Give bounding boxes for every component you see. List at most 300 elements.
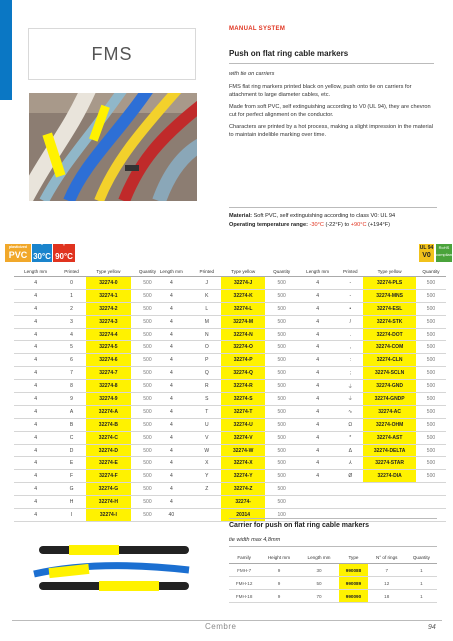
table-cell: 18 <box>368 590 406 603</box>
table-cell: 500 <box>131 483 164 496</box>
table-cell: 4 <box>14 405 57 418</box>
table-cell: 500 <box>131 431 164 444</box>
table-cell <box>193 496 221 509</box>
table-cell: 500 <box>265 393 298 406</box>
table-cell: 5 <box>57 341 86 354</box>
table-cell: Δ <box>337 444 363 457</box>
marker-table-3 <box>298 267 446 522</box>
table-cell: 500 <box>131 277 164 290</box>
description-paragraph: Characters are printed by a hot process, making a slight impression in the material to maintain indelible marking over time. <box>229 124 433 138</box>
section-label: MANUAL SYSTEM <box>229 26 286 32</box>
table-row <box>298 470 446 483</box>
carrier-title: Carrier for push on flat ring cable markers <box>229 518 437 529</box>
table-cell: 4 <box>298 367 337 380</box>
table-cell: M <box>193 315 221 328</box>
table-cell: 50 <box>299 577 340 590</box>
ul94-badge <box>419 244 434 262</box>
table-cell: 32274-STAR <box>363 457 416 470</box>
table-row <box>298 277 446 290</box>
table-row <box>229 590 437 603</box>
description <box>229 70 437 143</box>
table-cell: 500 <box>131 289 164 302</box>
description-paragraph: Made from soft PVC, self extinguishing according to V0 (UL 94), they are chevron cut for perfect alignment on the conductor. <box>229 104 431 118</box>
table-cell: 4 <box>298 470 337 483</box>
table-row <box>14 354 164 367</box>
column-header: Family <box>229 552 259 564</box>
table-cell: 4 <box>14 418 57 431</box>
table-cell: Y <box>193 470 221 483</box>
footer-divider <box>12 620 442 621</box>
table-cell: K <box>193 289 221 302</box>
table-cell: 1 <box>406 564 437 577</box>
table-cell: 32274-5 <box>86 341 131 354</box>
table-cell: 32274-B <box>86 418 131 431</box>
table-cell: V <box>193 431 221 444</box>
table-row <box>150 483 298 496</box>
table-row <box>298 354 446 367</box>
table-cell: 32274-K <box>221 289 265 302</box>
table-cell: N <box>193 328 221 341</box>
table-cell: 4 <box>298 328 337 341</box>
table-cell: I <box>57 509 86 522</box>
table-cell: S <box>193 393 221 406</box>
table-cell: . <box>337 328 363 341</box>
table-cell: - <box>337 289 363 302</box>
table-cell: 32274-SCLN <box>363 367 416 380</box>
product-photo <box>29 93 197 201</box>
table-cell: 500 <box>416 457 446 470</box>
table-cell: G <box>57 483 86 496</box>
table-cell: 32274-W <box>221 444 265 457</box>
table-row <box>14 289 164 302</box>
table-cell: - <box>337 277 363 290</box>
table-cell: • <box>337 302 363 315</box>
table-cell: 500 <box>131 315 164 328</box>
table-cell: 500 <box>265 341 298 354</box>
table-cell: 500 <box>416 393 446 406</box>
temp-high-badge-value: 90°C <box>55 252 73 261</box>
column-header: Quantity <box>131 267 164 277</box>
temp-high-badge <box>53 239 75 262</box>
table-cell: 4 <box>150 289 193 302</box>
table-cell: C <box>57 431 86 444</box>
table-cell <box>193 509 221 522</box>
table-cell: 32274-R <box>221 380 265 393</box>
table-cell: 4 <box>14 328 57 341</box>
table-cell: 32274-6 <box>86 354 131 367</box>
temp-low: -30°C <box>309 222 324 228</box>
table-row <box>150 289 298 302</box>
table-cell: 8 <box>57 380 86 393</box>
product-title: Push on flat ring cable markers <box>229 49 434 64</box>
table-cell: 4 <box>150 444 193 457</box>
table-cell: 500 <box>416 418 446 431</box>
table-cell: 500 <box>131 380 164 393</box>
table-cell: 32274-C <box>86 431 131 444</box>
table-cell: 32274-OHM <box>363 418 416 431</box>
table-cell: 32274-H <box>86 496 131 509</box>
table-cell: 32274-Q <box>221 367 265 380</box>
table-row <box>298 380 446 393</box>
table-cell: 32274-AC <box>363 405 416 418</box>
table-cell: U <box>193 418 221 431</box>
minus-icon: - <box>40 239 44 248</box>
table-cell: 500 <box>131 302 164 315</box>
table-cell: 4 <box>150 341 193 354</box>
table-cell: 500 <box>265 431 298 444</box>
table-cell: ⏚ <box>337 380 363 393</box>
table-cell: 990088 <box>339 564 367 577</box>
table-cell: ⅄ <box>337 457 363 470</box>
table-cell: 4 <box>150 380 193 393</box>
table-row <box>150 277 298 290</box>
table-cell: 32274-0 <box>86 277 131 290</box>
table-row <box>14 405 164 418</box>
table-cell: 32274-GND <box>363 380 416 393</box>
marker-table-1 <box>14 267 164 522</box>
table-cell: 500 <box>265 328 298 341</box>
table-row <box>298 405 446 418</box>
table-cell: 32274-V <box>221 431 265 444</box>
table-cell: 32274-Y <box>221 470 265 483</box>
table-cell: 32274-9 <box>86 393 131 406</box>
table-cell: 500 <box>265 277 298 290</box>
company-logo: Cembre <box>205 622 237 631</box>
table-cell: 4 <box>150 393 193 406</box>
table-cell: 32274-AST <box>363 431 416 444</box>
table-cell <box>416 483 446 496</box>
table-cell: 4 <box>14 341 57 354</box>
table-cell: D <box>57 444 86 457</box>
marker-table-2 <box>150 267 298 522</box>
table-cell: 32274-L <box>221 302 265 315</box>
table-cell: Ω <box>337 418 363 431</box>
table-row <box>14 418 164 431</box>
table-cell: J <box>193 277 221 290</box>
table-cell: 4 <box>14 380 57 393</box>
table-cell: 100 <box>265 509 298 522</box>
temp-low-badge-value: 30°C <box>33 252 51 261</box>
temp-low-f: (-22°F) <box>325 222 343 228</box>
material-info <box>229 207 437 230</box>
table-cell: 4 <box>14 277 57 290</box>
table-cell: 32274- <box>221 496 265 509</box>
table-cell: 500 <box>131 405 164 418</box>
table-cell: 4 <box>14 496 57 509</box>
table-cell: 4 <box>14 354 57 367</box>
table-cell: 500 <box>131 496 164 509</box>
table-cell: Ø <box>337 470 363 483</box>
table-cell: 4 <box>150 315 193 328</box>
table-cell: 4 <box>150 405 193 418</box>
table-cell: 7 <box>57 367 86 380</box>
rohs-badge <box>436 244 452 262</box>
column-header: Length mm <box>299 552 340 564</box>
table-row <box>150 444 298 457</box>
table-row <box>150 496 298 509</box>
product-subtitle: with tie on carriers <box>229 71 275 77</box>
table-cell: 500 <box>416 289 446 302</box>
table-cell: 4 <box>150 367 193 380</box>
table-cell: 4 <box>14 367 57 380</box>
table-cell: 4 <box>298 393 337 406</box>
carrier-table <box>229 552 437 603</box>
rohs-badge-label: RoHS compliant <box>436 245 453 257</box>
table-cell: 9 <box>57 393 86 406</box>
table-cell: 20314 <box>221 509 265 522</box>
table-cell: ; <box>337 367 363 380</box>
table-row <box>298 483 446 496</box>
material-value: Soft PVC, self extinguishing according to class V0: UL 94 <box>253 213 396 219</box>
table-row <box>298 302 446 315</box>
table-cell: 4 <box>150 277 193 290</box>
table-row <box>14 444 164 457</box>
table-cell: E <box>57 457 86 470</box>
table-row <box>14 380 164 393</box>
table-cell: 32274-T <box>221 405 265 418</box>
table-cell: 4 <box>298 405 337 418</box>
column-header: Length mm <box>150 267 193 277</box>
table-cell: 500 <box>265 405 298 418</box>
table-cell: 2 <box>57 302 86 315</box>
temp-to: to <box>344 222 350 228</box>
table-row <box>298 341 446 354</box>
table-cell: FMH-18 <box>229 590 259 603</box>
table-row <box>150 457 298 470</box>
divider <box>229 546 437 547</box>
table-cell: 32274-U <box>221 418 265 431</box>
table-cell: 500 <box>265 315 298 328</box>
table-row <box>14 302 164 315</box>
table-cell: 500 <box>265 354 298 367</box>
table-cell: 4 <box>14 470 57 483</box>
table-row <box>14 315 164 328</box>
column-header: Height mm <box>259 552 298 564</box>
table-cell: 4 <box>14 431 57 444</box>
table-cell: 4 <box>14 315 57 328</box>
pvc-badge-label: PVC <box>8 250 28 260</box>
table-cell: 4 <box>57 328 86 341</box>
table-cell: 4 <box>298 302 337 315</box>
table-cell: 6 <box>57 354 86 367</box>
column-header: Printed <box>337 267 363 277</box>
table-cell: 1 <box>57 289 86 302</box>
ul94-badge-value: V0 <box>422 252 431 259</box>
table-cell: R <box>193 380 221 393</box>
table-row <box>298 328 446 341</box>
table-cell: 500 <box>416 380 446 393</box>
ul94-badge-top: UL 94 <box>419 245 434 251</box>
table-row <box>150 431 298 444</box>
table-cell: 32274-J <box>221 277 265 290</box>
table-cell: 32274-D <box>86 444 131 457</box>
table-row <box>150 302 298 315</box>
table-cell: 32274-Z <box>221 483 265 496</box>
column-header: Quantity <box>265 267 298 277</box>
table-cell: 32274-CLN <box>363 354 416 367</box>
column-header: Type yellow <box>221 267 265 277</box>
table-cell: 500 <box>265 367 298 380</box>
table-cell: 500 <box>131 354 164 367</box>
table-cell: ∿ <box>337 405 363 418</box>
table-row <box>298 367 446 380</box>
table-cell: 32274-P <box>221 354 265 367</box>
table-cell: 4 <box>150 418 193 431</box>
table-cell <box>363 496 416 509</box>
table-cell: O <box>193 341 221 354</box>
table-cell: 500 <box>265 470 298 483</box>
table-cell: 4 <box>298 315 337 328</box>
table-cell: 4 <box>298 341 337 354</box>
table-cell: 500 <box>265 302 298 315</box>
table-cell: 4 <box>14 289 57 302</box>
table-row <box>14 470 164 483</box>
column-header: Length mm <box>298 267 337 277</box>
table-row <box>150 418 298 431</box>
table-cell: 32274-COM <box>363 341 416 354</box>
table-cell: 500 <box>131 509 164 522</box>
table-cell: 500 <box>131 457 164 470</box>
table-cell: 4 <box>150 457 193 470</box>
table-cell: : <box>337 354 363 367</box>
table-row <box>150 470 298 483</box>
table-cell: 1 <box>406 590 437 603</box>
table-cell: 9 <box>259 590 298 603</box>
table-cell: 70 <box>299 590 340 603</box>
table-cell: 32274-M <box>221 315 265 328</box>
table-cell: 4 <box>150 354 193 367</box>
table-cell: 4 <box>14 457 57 470</box>
column-header: Quantity <box>416 267 446 277</box>
table-cell: 32274-O <box>221 341 265 354</box>
table-row <box>150 393 298 406</box>
table-cell: , <box>337 341 363 354</box>
table-row <box>229 577 437 590</box>
table-cell: 4 <box>298 444 337 457</box>
table-row <box>14 509 164 522</box>
temp-high: +90°C <box>350 222 367 228</box>
table-cell: 4 <box>14 509 57 522</box>
table-cell: 990090 <box>339 590 367 603</box>
table-cell: 4 <box>298 457 337 470</box>
table-row <box>150 328 298 341</box>
table-cell: 500 <box>416 444 446 457</box>
table-cell: 500 <box>265 289 298 302</box>
table-cell: 4 <box>14 302 57 315</box>
table-cell: 32274-4 <box>86 328 131 341</box>
column-header: Printed <box>193 267 221 277</box>
table-cell: 500 <box>131 418 164 431</box>
table-cell: L <box>193 302 221 315</box>
table-row <box>150 354 298 367</box>
table-cell: 500 <box>265 483 298 496</box>
table-cell: 4 <box>14 483 57 496</box>
table-row <box>14 328 164 341</box>
table-cell: 4 <box>298 380 337 393</box>
table-cell: 32274-8 <box>86 380 131 393</box>
table-cell: 500 <box>265 496 298 509</box>
table-cell: 500 <box>265 444 298 457</box>
table-row <box>14 367 164 380</box>
table-row <box>298 496 446 509</box>
table-cell: / <box>337 315 363 328</box>
table-row <box>298 315 446 328</box>
table-row <box>298 431 446 444</box>
column-header: Type <box>339 552 367 564</box>
table-cell: 30 <box>299 564 340 577</box>
page-number: 94 <box>428 624 436 631</box>
table-cell: 32274-F <box>86 470 131 483</box>
table-cell: 500 <box>265 418 298 431</box>
table-cell: 990089 <box>339 577 367 590</box>
table-cell: 32274-2 <box>86 302 131 315</box>
temp-high-f: (+194°F) <box>368 222 391 228</box>
description-paragraph: FMS flat ring markers printed black on yellow, push onto tie on carriers for attachment to large diameter cables, etc. <box>229 84 412 98</box>
table-cell: P <box>193 354 221 367</box>
table-cell <box>337 496 363 509</box>
table-row <box>150 367 298 380</box>
table-cell <box>298 483 337 496</box>
table-cell: Q <box>193 367 221 380</box>
table-cell: 4 <box>150 431 193 444</box>
table-row <box>298 393 446 406</box>
table-cell: 32274-N <box>221 328 265 341</box>
column-header: Type yellow <box>363 267 416 277</box>
table-cell: 500 <box>416 341 446 354</box>
table-cell <box>298 496 337 509</box>
table-row <box>14 277 164 290</box>
table-cell: 500 <box>416 328 446 341</box>
table-cell: 40 <box>150 509 193 522</box>
table-cell: 500 <box>265 380 298 393</box>
table-cell: 500 <box>416 277 446 290</box>
plus-icon: + <box>61 239 67 248</box>
table-row <box>150 405 298 418</box>
table-cell: 4 <box>150 496 193 509</box>
table-cell: 32274-A <box>86 405 131 418</box>
column-header: N° of rings <box>368 552 406 564</box>
table-cell: 4 <box>14 444 57 457</box>
table-cell: ⏚ <box>337 393 363 406</box>
table-cell: 500 <box>416 367 446 380</box>
table-cell: 500 <box>131 444 164 457</box>
table-row <box>14 457 164 470</box>
table-cell: 500 <box>416 302 446 315</box>
table-cell: 1 <box>406 577 437 590</box>
column-header: Length mm <box>14 267 57 277</box>
table-cell: 0 <box>57 277 86 290</box>
table-cell: 4 <box>150 470 193 483</box>
table-cell <box>363 483 416 496</box>
table-cell: 500 <box>265 457 298 470</box>
table-cell: B <box>57 418 86 431</box>
table-cell: 32274-G <box>86 483 131 496</box>
table-cell: 4 <box>14 393 57 406</box>
table-cell: 500 <box>416 405 446 418</box>
table-cell: 32274-DOT <box>363 328 416 341</box>
table-cell: 32274-I <box>86 509 131 522</box>
table-row <box>298 418 446 431</box>
table-cell: 32274-DELTA <box>363 444 416 457</box>
carrier-subtitle: tie width max 4,8mm <box>229 537 281 543</box>
column-header: Type yellow <box>86 267 131 277</box>
table-cell: 32274-3 <box>86 315 131 328</box>
table-cell: 4 <box>298 418 337 431</box>
table-cell: 3 <box>57 315 86 328</box>
table-cell: 32274-7 <box>86 367 131 380</box>
temp-low-badge <box>32 239 52 262</box>
table-cell: 4 <box>150 328 193 341</box>
